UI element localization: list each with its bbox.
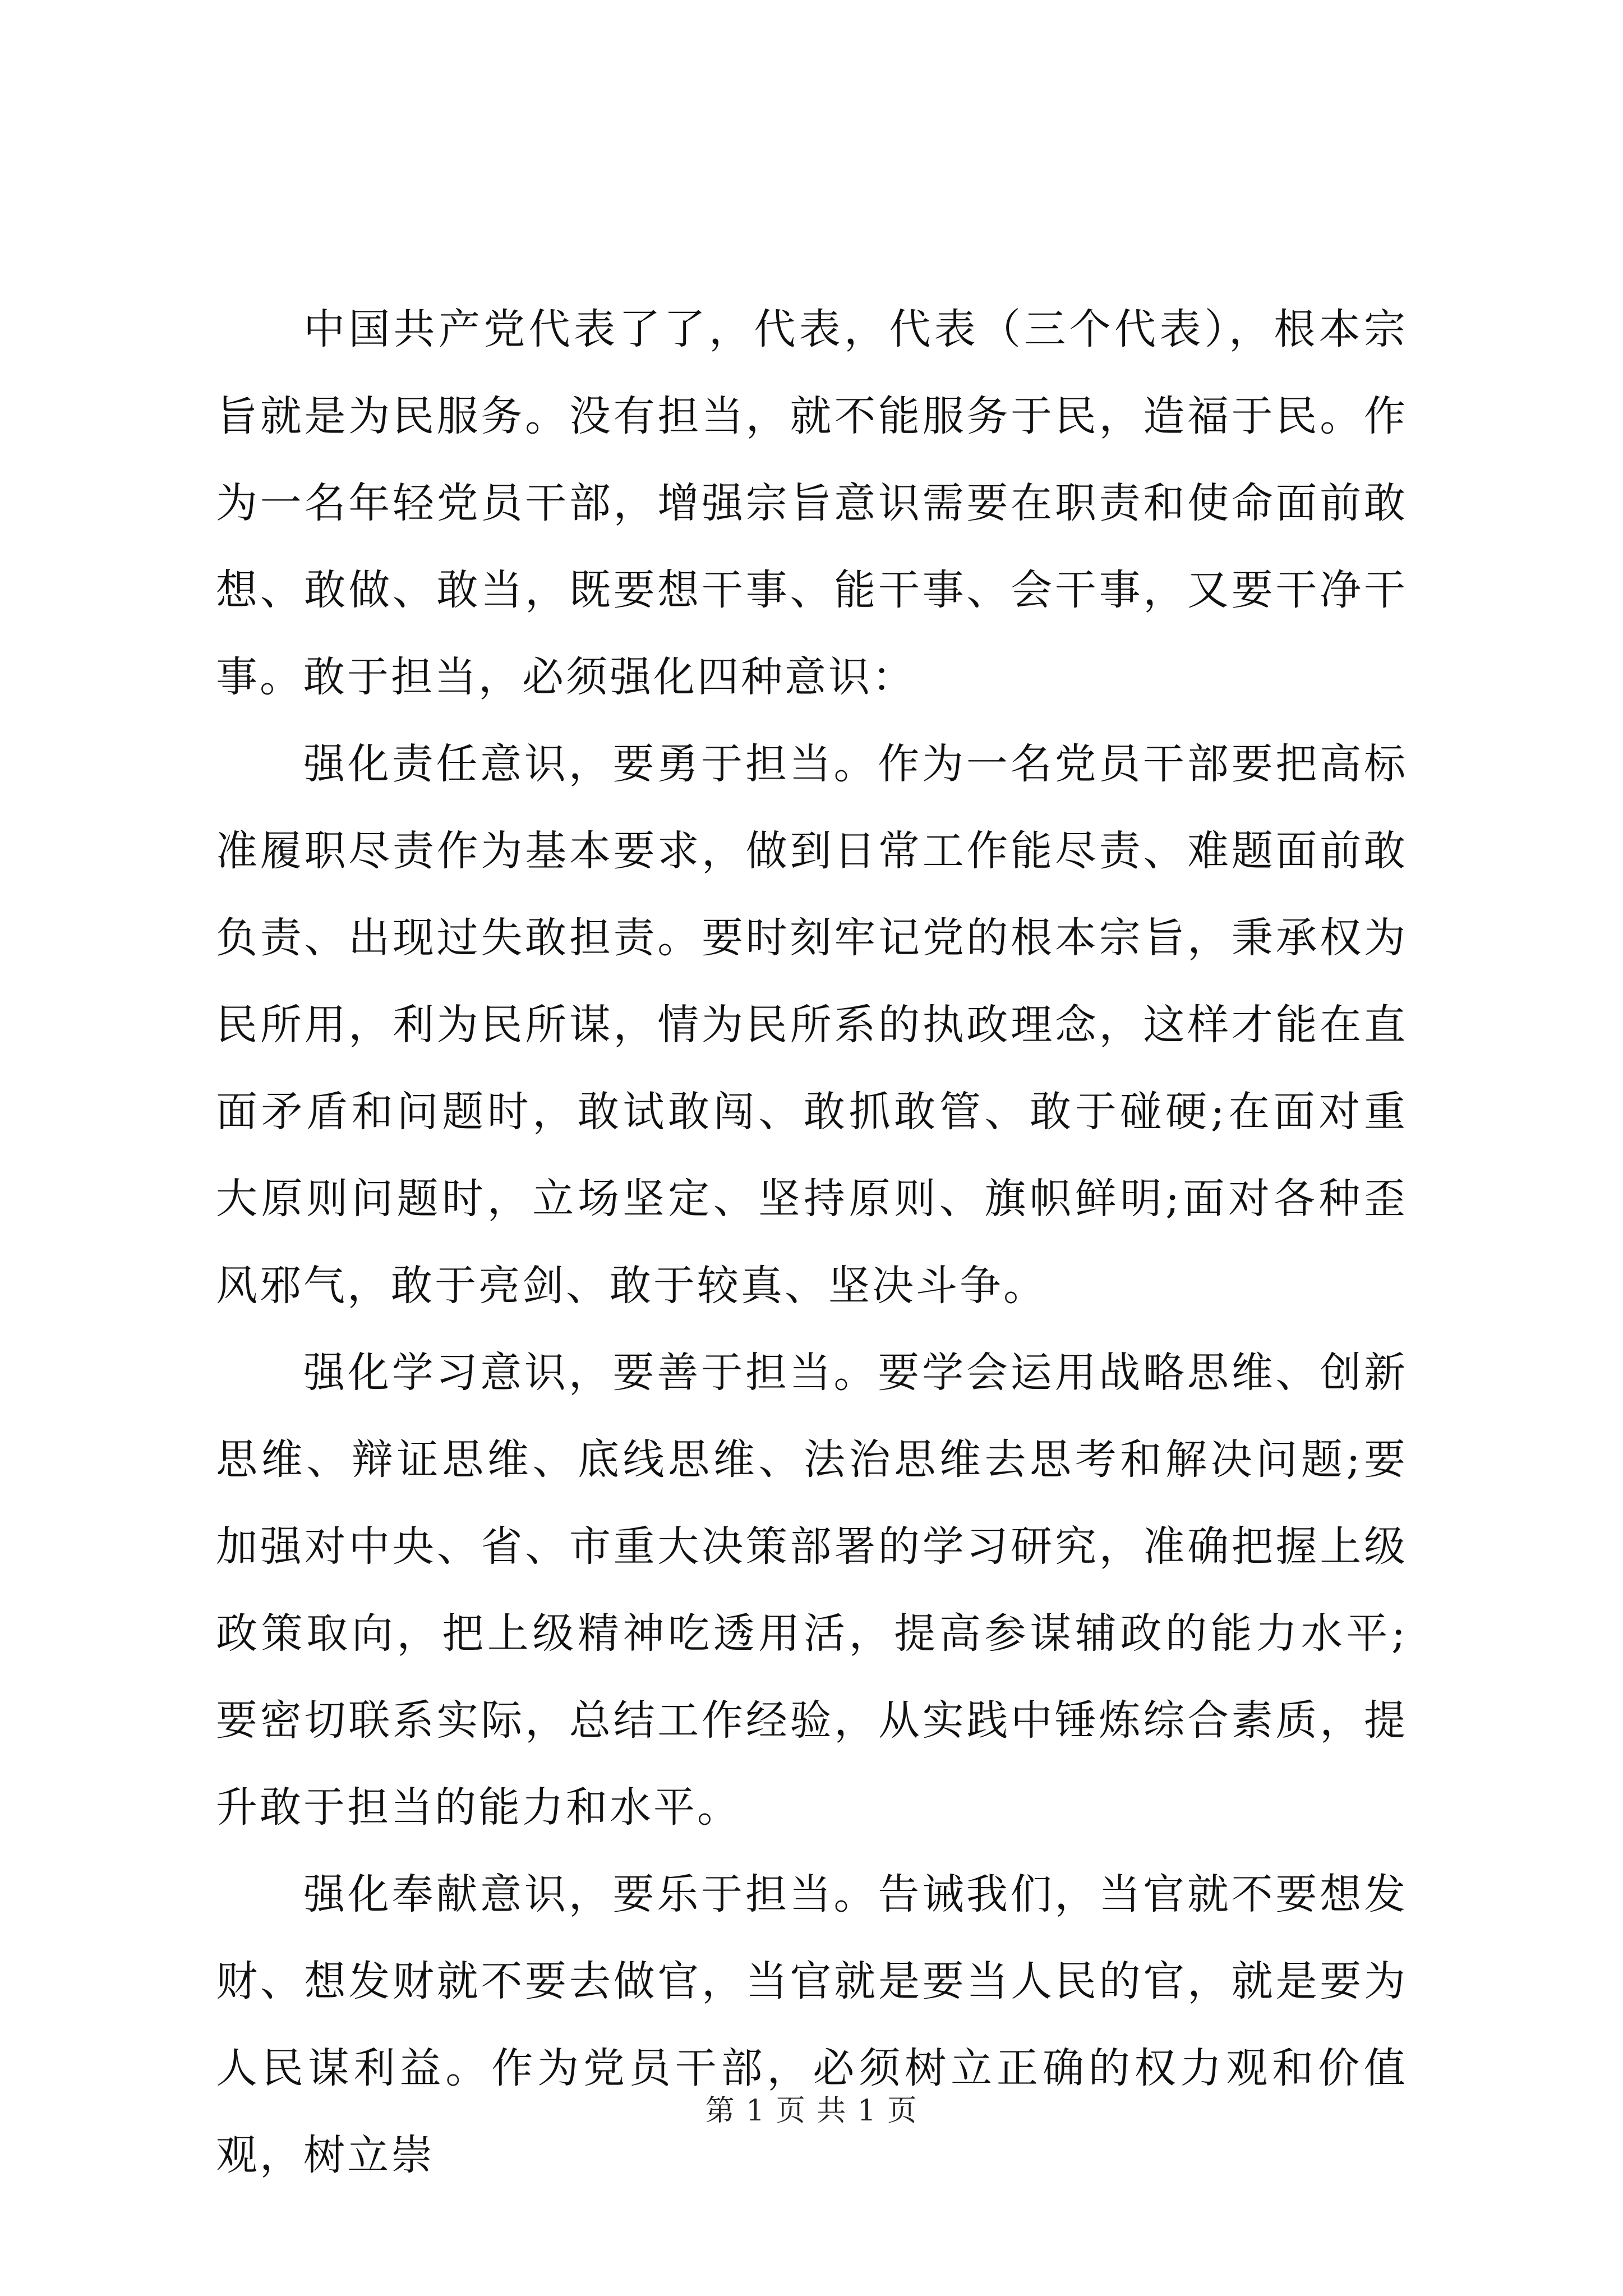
paragraph-dedication: 强化奉献意识，要乐于担当。告诫我们，当官就不要想发财、想发财就不要去做官，当官就是要当人民的官，就是要为人民谋利益。作为党员干部，必须树立正确的权力观和价值观，树立崇	[216, 1870, 1408, 2179]
paragraph-purpose: 中国共产党代表了了，代表，代表（三个代表），根本宗旨就是为民服务。没有担当，就不能服务于民，造福于民。作为一名年轻党员干部，增强宗旨意识需要在职责和使命面前敢想、敢做、敢当，既要想干事、能干事、会干事，又要干净干事。敢于担当，必须强化四种意识：	[216, 305, 1408, 701]
paragraph-responsibility: 强化责任意识，要勇于担当。作为一名党员干部要把高标准履职尽责作为基本要求，做到日常工作能尽责、难题面前敢负责、出现过失敢担责。要时刻牢记党的根本宗旨，秉承权为民所用，利为民所谋，情为民所系的执政理念，这样才能在直面矛盾和问题时，敢试敢闯、敢抓敢管、敢于碰硬;在面对重大原则问题时，立场坚定、坚持原则、旗帜鲜明;面对各种歪风邪气，敢于亮剑、敢于较真、坚决斗争。	[216, 740, 1408, 1310]
document-body	[216, 286, 1408, 2199]
paragraph-learning: 强化学习意识，要善于担当。要学会运用战略思维、创新思维、辩证思维、底线思维、法治思维去思考和解决问题;要加强对中央、省、市重大决策部署的学习研究，准确把握上级政策取向，把上级精神吃透用活，提高参谋辅政的能力水平;要密切联系实际，总结工作经验，从实践中锤炼综合素质，提升敢于担当的能力和水平。	[216, 1349, 1408, 1832]
page-number-footer: 第 1 页 共 1 页	[705, 2094, 918, 2128]
